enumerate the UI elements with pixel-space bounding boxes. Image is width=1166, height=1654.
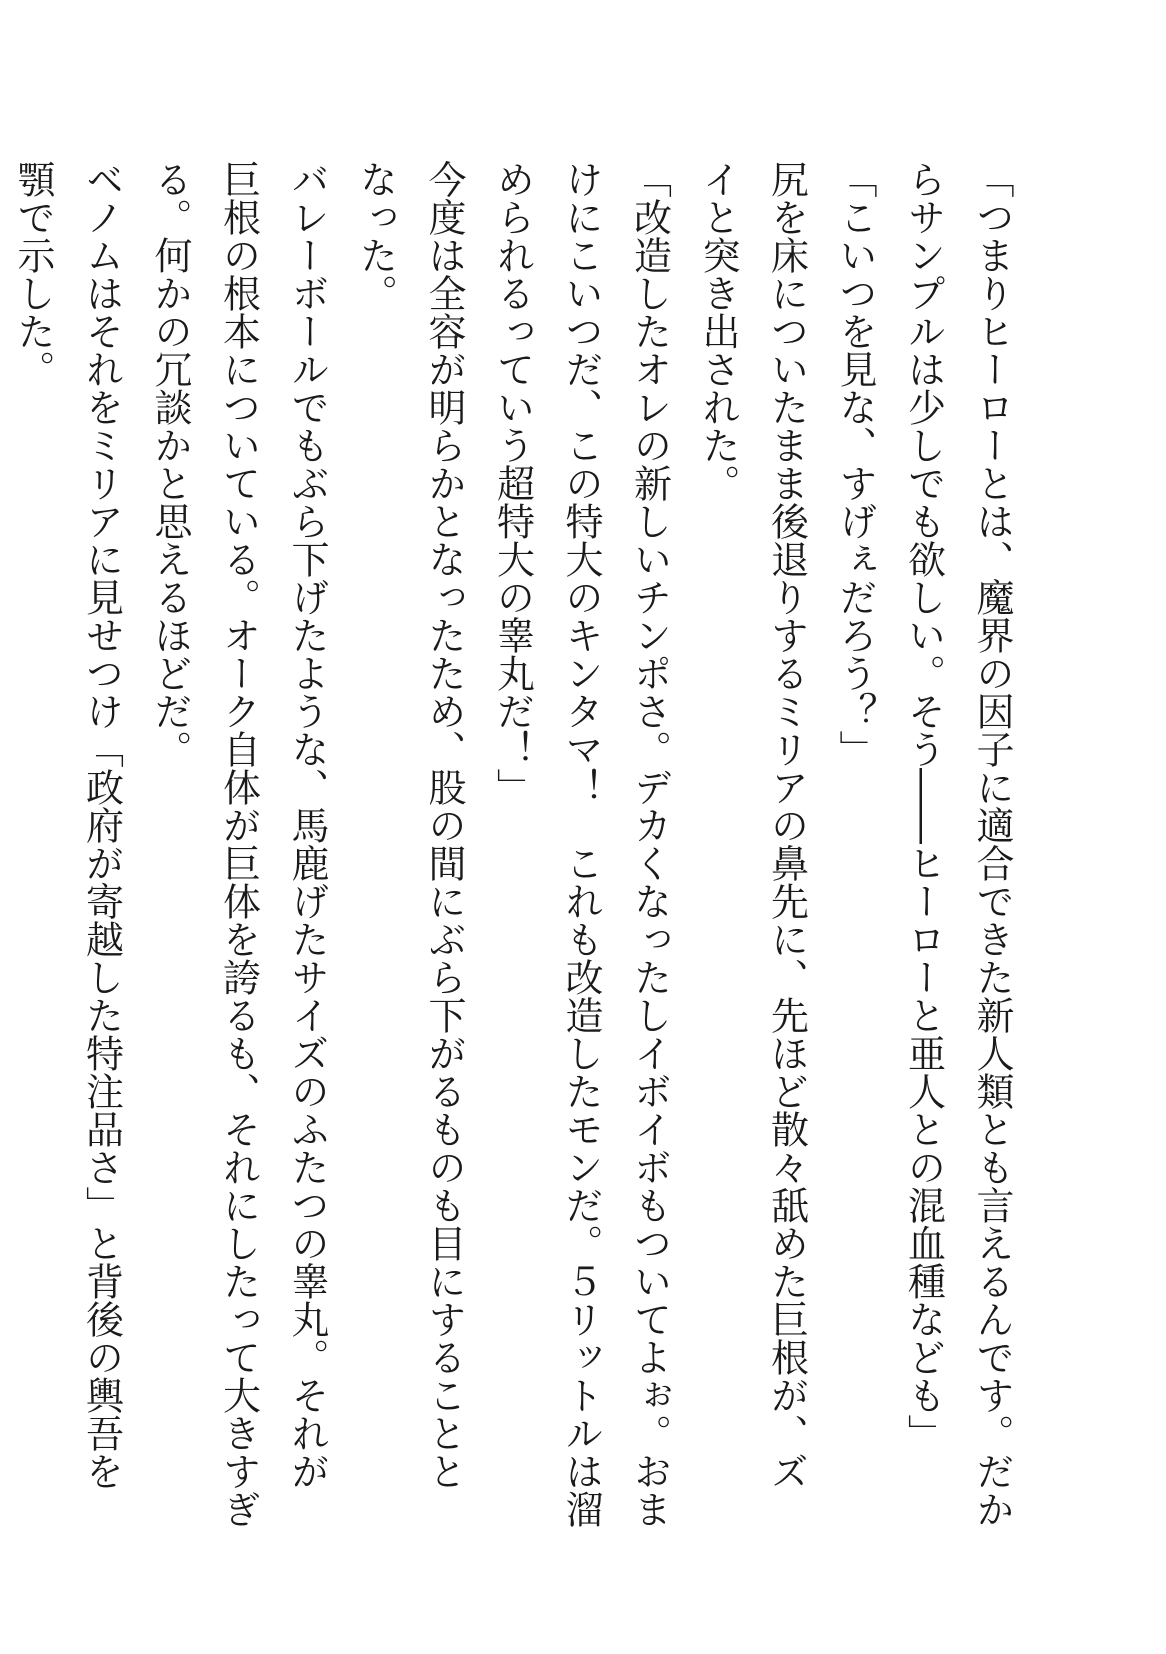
- text-line-10: なった。: [353, 160, 398, 312]
- text-line-3: 「こいつを見な、すげぇだろう？」: [833, 160, 877, 768]
- text-line-11: バレーボールでもぶら下げたような、馬鹿げたサイズのふたつの睾丸。それが: [285, 160, 329, 1490]
- text-line-7: けにこいつだ、この特大のキンタマ！ これも改造したモンだ。５リットルは溜: [559, 160, 603, 1528]
- text-line-5: イと突き出された。: [696, 160, 740, 502]
- text-line-14: ベノムはそれをミリアに見せつけ「政府が寄越した特注品さ」と背後の輿吾を: [79, 160, 124, 1490]
- text-line-15: 顎で示した。: [11, 160, 55, 388]
- vertical-text-body: [0, 160, 1026, 1620]
- text-line-13: る。何かの冗談かと思えるほどだ。: [148, 160, 192, 768]
- text-line-1: 「つまりヒーローとは、魔界の因子に適合できた新人類とも言えるんです。だか: [970, 160, 1014, 1528]
- text-line-9: 今度は全容が明らかとなったため、股の間にぶら下がるものも目にすることと: [422, 160, 466, 1490]
- text-line-2: らサンプルは少しでも欲しい。そう――ヒーローと亜人との混血種なども」: [901, 160, 946, 1452]
- text-line-6: 「改造したオレの新しいチンポさ。デカくなったしイボイボもついてよぉ。おま: [627, 160, 672, 1528]
- text-line-12: 巨根の根本についている。オーク自体が巨体を誇るも、それにしたって大きすぎ: [216, 160, 261, 1528]
- text-line-4: 尻を床についたまま後退りするミリアの鼻先に、先ほど散々舐めた巨根が、ズ: [764, 160, 809, 1490]
- text-line-8: められるっていう超特大の睾丸だ！」: [490, 160, 535, 806]
